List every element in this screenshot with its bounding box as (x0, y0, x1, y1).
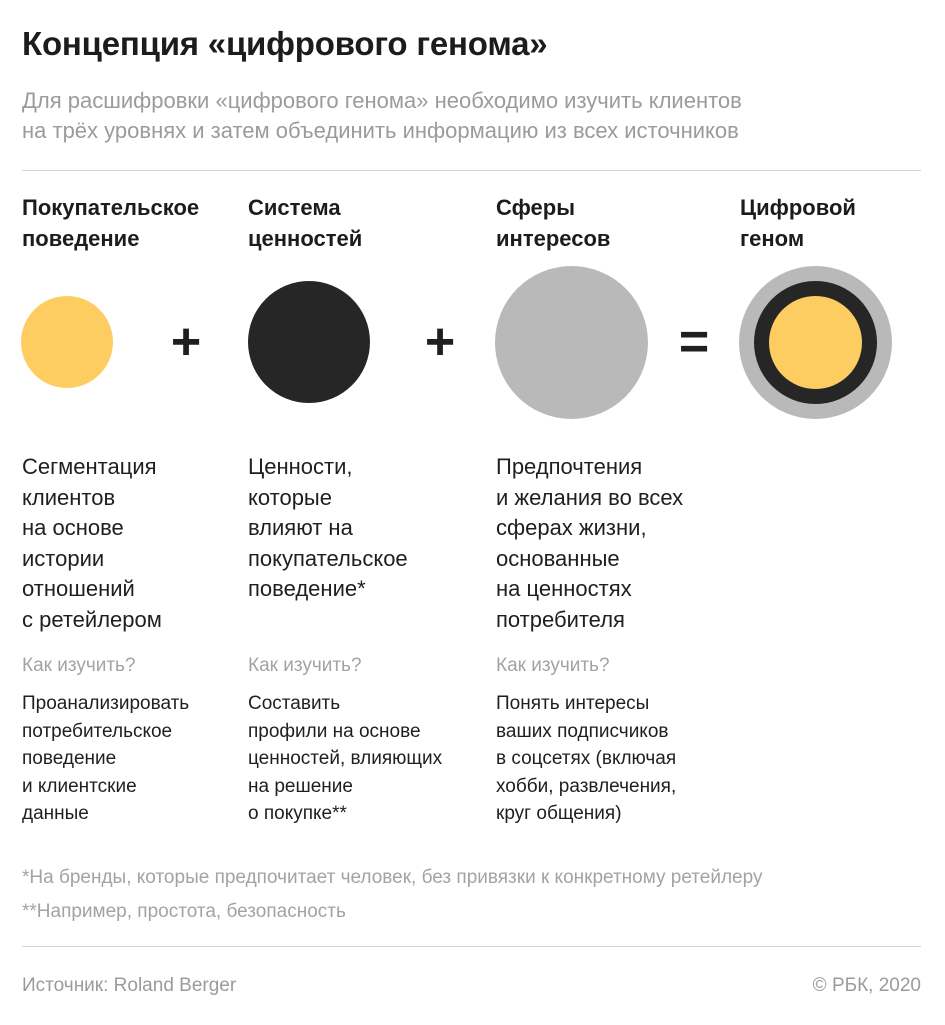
heading-purchase-behavior: Покупательское поведение (22, 195, 200, 251)
genome-core-circle (769, 296, 862, 389)
heading-value-system: Система ценностей (248, 195, 363, 251)
behavior-circle (21, 296, 113, 388)
top-divider (22, 170, 921, 171)
action-interest-spheres: Понять интересы ваших подписчиков в соцсетях (включая хобби, развлечения, круг общения) (496, 693, 677, 824)
source-text: Источник: Roland Berger (22, 975, 237, 996)
how-label-interest-spheres: Как изучить? (496, 655, 610, 676)
equals-operator: = (678, 313, 710, 371)
action-value-system: Составить профили на основе ценностей, влияющих на решение о покупке** (248, 693, 443, 824)
page-title: Концепция «цифрового генома» (22, 25, 548, 62)
plus-operator-1: + (170, 313, 202, 371)
footnote-2: **Например, простота, безопасность (22, 901, 346, 922)
description-interest-spheres: Предпочтения и желания во всех сферах жизни, основанные на ценностях потребителя (496, 454, 684, 632)
description-purchase-behavior: Сегментация клиентов на основе истории отношений с ретейлером (22, 454, 162, 632)
heading-interest-spheres: Сферы интересов (496, 195, 611, 251)
bottom-divider (22, 946, 921, 947)
copyright-text: © РБК, 2020 (812, 975, 921, 996)
action-purchase-behavior: Проанализировать потребительское поведение и клиентские данные (22, 693, 190, 824)
how-label-value-system: Как изучить? (248, 655, 362, 676)
values-circle (248, 281, 370, 403)
plus-operator-2: + (424, 313, 456, 371)
heading-digital-genome: Цифровой геном (740, 195, 856, 251)
description-value-system: Ценности, которые влияют на покупательское поведение* (248, 454, 408, 601)
how-label-purchase-behavior: Как изучить? (22, 655, 136, 676)
page-subtitle: Для расшифровки «цифрового генома» необходимо изучить клиентов на трёх уровнях и затем объединить информацию из всех источников (22, 88, 742, 143)
footnote-1: *На бренды, которые предпочитает человек, без привязки к конкретному ретейлеру (22, 867, 763, 888)
interests-circle (495, 266, 648, 419)
